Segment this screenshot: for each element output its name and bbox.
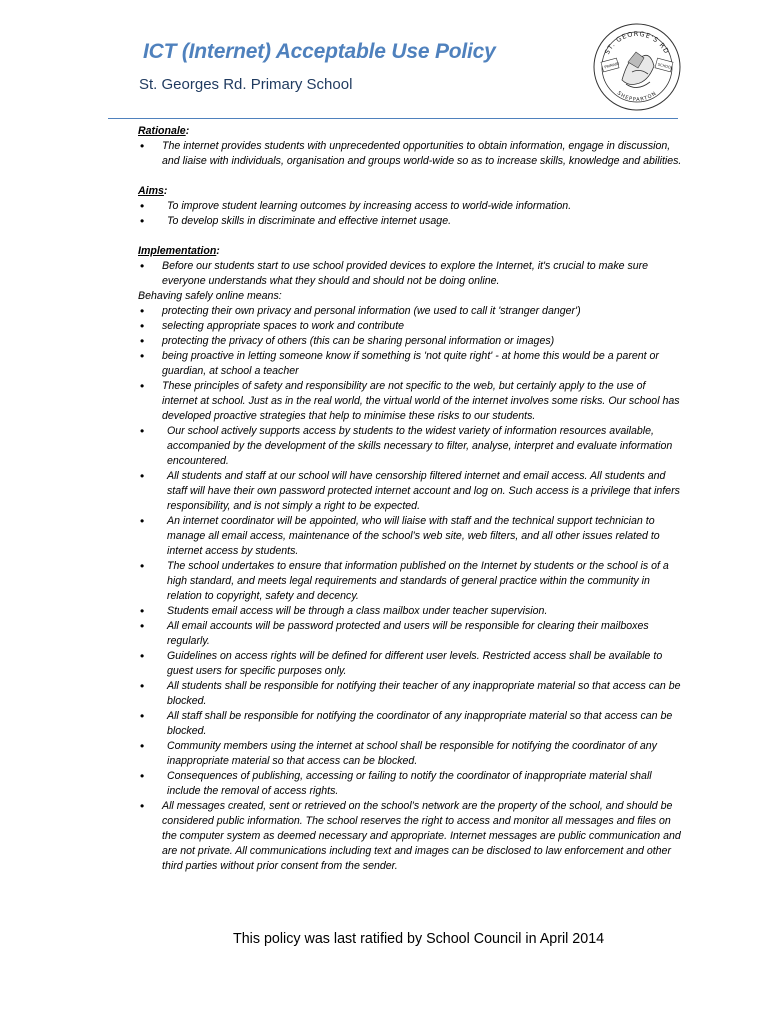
behaving-item: • These principles of safety and responsibility are not specific to the web, but certainly apply to the use of internet at school. Just as in the real world, the virtual world of the internet involves some risks. Our school has developed proactive strategies that help to minimise these risks to our students. xyxy=(138,379,683,424)
behaving-item: • protecting their own privacy and personal information (we used to call it 'stranger danger') xyxy=(138,304,683,319)
document-title: ICT (Internet) Acceptable Use Policy xyxy=(143,40,496,63)
aims-heading: Aims xyxy=(138,185,164,197)
behaving-item: • selecting appropriate spaces to work and contribute xyxy=(138,319,683,334)
behaving-safely-label: Behaving safely online means: xyxy=(138,290,282,302)
ratification-note: This policy was last ratified by School Council in April 2014 xyxy=(233,931,605,947)
policy-final-item: • All messages created, sent or retrieved on the school’s network are the property of the school, and should be considered public information. The school reserves the right to access and monitor all messages and files on the computer system as deemed necessary and appropriate. Internet messages are public communication and are not private. All communications including text and images can be disclosed to law enforcement and other third parties without prior consent from the sender. xyxy=(138,799,683,874)
svg-text:SHEPPARTON xyxy=(616,90,658,103)
logo-right-text: SCHOOL xyxy=(657,62,674,71)
school-crest-logo xyxy=(592,22,682,112)
aims-item: • To improve student learning outcomes by increasing access to world-wide information. xyxy=(138,199,683,214)
rationale-section: Rationale: • The internet provides students with unprecedented opportunities to obtain information, engage in discussion, and liaise with individuals, organisation and groups world-wide so as to increase skills, knowledge and abilities. xyxy=(138,124,683,169)
policy-item: • All students and staff at our school will have censorship filtered internet and email access. All students and staff will have their own password protected internet account and log on. Such access is a privilege that infers responsibility, and is not simply a right to be expected. xyxy=(138,469,683,514)
policy-body xyxy=(138,124,683,874)
policy-item: • The school undertakes to ensure that information published on the Internet by students or the school is of a high standard, and meets legal requirements and standards of general practice within the community in relation to copyright, safety and decency. xyxy=(138,559,683,604)
implementation-intro: • Before our students start to use school provided devices to explore the Internet, it's crucial to make sure everyone understands what they should and should not be doing online. xyxy=(138,259,683,289)
school-name: St. Georges Rd. Primary School xyxy=(139,76,353,93)
aims-item: • To develop skills in discriminate and effective internet usage. xyxy=(138,214,683,229)
logo-left-text: PRIMARY xyxy=(603,61,621,70)
policy-item: • Students email access will be through a class mailbox under teacher supervision. xyxy=(138,604,683,619)
policy-item: • An internet coordinator will be appointed, who will liaise with staff and the technical support technician to manage all email access, maintenance of the school’s web site, web filters, and all other issues related to internet access by students. xyxy=(138,514,683,559)
policy-item: • Our school actively supports access by students to the widest variety of information resources available, accompanied by the development of the skills necessary to filter, analyse, interpret and evaluate information encountered. xyxy=(138,424,683,469)
header-divider xyxy=(108,118,678,119)
policy-item: • Consequences of publishing, accessing or failing to notify the coordinator of inappropriate material shall include the removal of access rights. xyxy=(138,769,683,799)
rationale-heading: Rationale xyxy=(138,125,186,137)
policy-item: • All staff shall be responsible for notifying the coordinator of any inappropriate material so that access can be blocked. xyxy=(138,709,683,739)
policy-item: • Community members using the internet at school shall be responsible for notifying the coordinator of any inappropriate material so that access can be blocked. xyxy=(138,739,683,769)
aims-section: Aims: • To improve student learning outcomes by increasing access to world-wide information. • To develop skills in discriminate and effective internet usage. xyxy=(138,184,683,229)
behaving-item: • being proactive in letting someone know if something is 'not quite right' - at home this would be a parent or guardian, at school a teacher xyxy=(138,349,683,379)
policy-item: • Guidelines on access rights will be defined for different user levels. Restricted access shall be available to guest users for specific purposes only. xyxy=(138,649,683,679)
rationale-item: • The internet provides students with unprecedented opportunities to obtain information, engage in discussion, and liaise with individuals, organisation and groups world-wide so as to increase skills, knowledge and abilities. xyxy=(138,139,683,169)
behaving-item: • protecting the privacy of others (this can be sharing personal information or images) xyxy=(138,334,683,349)
svg-text:ST. GEORGE'S RD xyxy=(603,30,671,56)
policy-item: • All students shall be responsible for notifying their teacher of any inappropriate material so that access can be blocked. xyxy=(138,679,683,709)
implementation-section: Implementation: • Before our students start to use school provided devices to explore the Internet, it's crucial to make sure everyone understands what they should and should not be doing online. Behaving safely online means: • protecting their own privacy and personal information (we used to call it 'stranger danger') • selecting appropriate spaces to work and contribute • protecting the privacy of others (this can be sharing personal information or images) • being proactive in letting someone know if something is 'not quite right' - at home this would be a parent or guardian, at school a teacher • These principles of safety and responsibility are not specific to the web, but certainly apply to the use of internet at school. Just as in the real world, the virtual world of the internet involves some risks. Our school has developed proactive strategies that help to minimise these risks to our students. • Our school actively supports access by students to the widest variety of information resources available, accompanied by the development of the skills necessary to filter, analyse, interpret and evaluate information encountered. • All students and staff at our school will have censorship filtered internet and email access. All students and staff will have their own password protected internet account and log on. Such access is a privilege that infers responsibility, and is not simply a right to be expected. • An internet coordinator will be appointed, who will liaise with staff and the technical support technician to manage all email access, maintenance of the school’s web site, web filters, and all other issues related to internet access by students. • The school undertakes to ensure that information published on the Internet by students or the school is of a high standard, and meets legal requirements and standards of general practice within the community in relation to copyright, safety and decency. • Students email access will be through a class mailbox under teacher supervision. • All email accounts will be password protected and users will be responsible for clearing their mailboxes regularly. • Guidelines on access rights will be defined for different user levels. Restricted access shall be available to guest users for specific purposes only. • All students shall be responsible for notifying their teacher of any inappropriate material so that access can be blocked. • All staff shall be responsible for notifying the coordinator of any inappropriate material so that access can be blocked. • Community members using the internet at school shall be responsible for notifying the coordinator of any inappropriate material so that access can be blocked. • Consequences of publishing, accessing or failing to notify the coordinator of inappropriate material shall include the removal of access rights. • All messages created, sent or retrieved on the school’s network are the property of the school, and should be considered public information. The school reserves the right to access and monitor all messages and files on the computer system as deemed necessary and appropriate. Internet messages are public communication and are not private. All communications including text and images can be disclosed to law enforcement and other third parties without prior consent from the sender. xyxy=(138,244,683,874)
logo-top-text: ST. GEORGE'S RD xyxy=(603,29,671,56)
logo-bottom-text: SHEPPARTON xyxy=(615,90,659,103)
implementation-heading: Implementation xyxy=(138,245,217,257)
policy-item: • All email accounts will be password protected and users will be responsible for clearing their mailboxes regularly. xyxy=(138,619,683,649)
